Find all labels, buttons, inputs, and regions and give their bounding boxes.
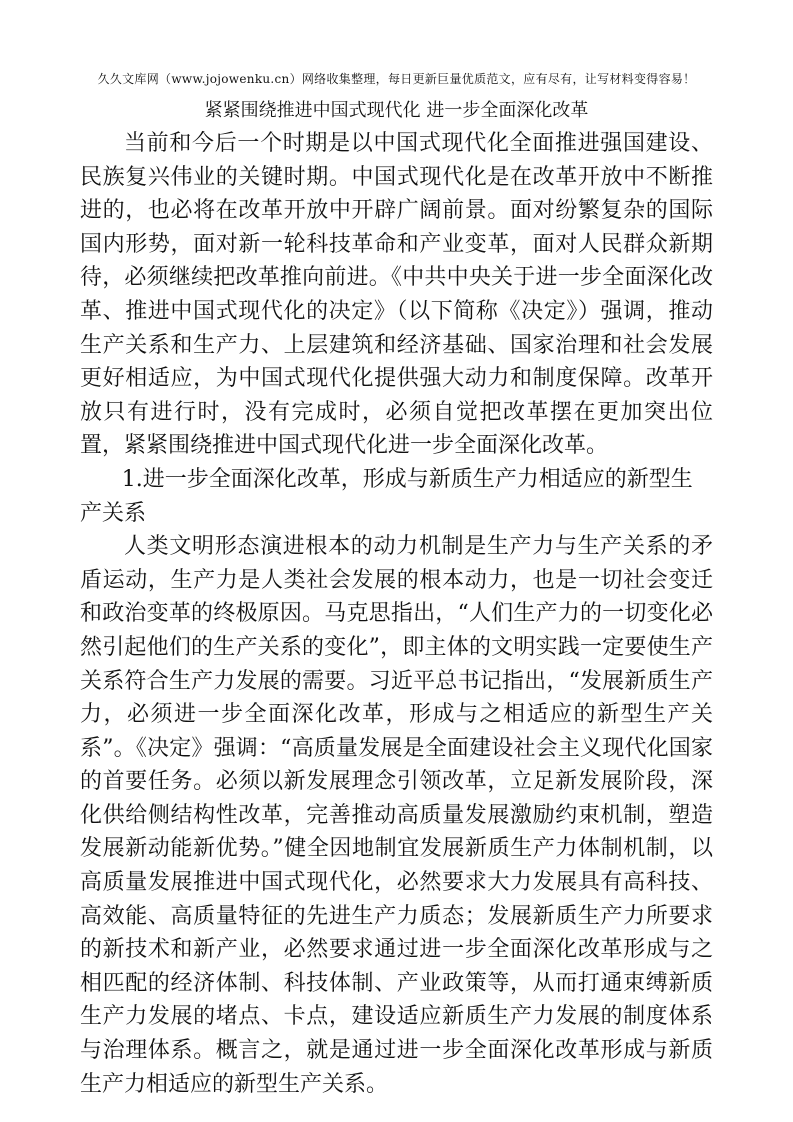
section-heading: 1.进一步全面深化改革，形成与新质生产力相适应的新型生产关系 bbox=[80, 466, 693, 526]
page-title: 紧紧围绕推进中国式现代化 进一步全面深化改革 bbox=[204, 100, 589, 121]
paragraph-section-1: 人类文明形态演进根本的动力机制是生产力与生产关系的矛盾运动，生产力是人类社会发展的根本动力，也是一切社会变迁和政治变革的终极原因。马克思指出，“人们生产力的一切变化必然引起他们的生产关系的变化”，即主体的文明实践一定要使生产关系符合生产力发展的需要。习近平总书记指出，“发展新质生产力，必须进一步全面深化改革，形成与之相适应的新型生产关系”。《决定》强调：“高质量发展是全面建设社会主义现代化国家的首要任务。必须以新发展理念引领改革，立足新发展阶段，深化供给侧结构性改革，完善推动高质量发展激励约束机制，塑造发展新动能新优势。”健全因地制宜发展新质生产力体制机制，以高质量发展推进中国式现代化，必然要求大力发展具有高科技、高效能、高质量特征的先进生产力质态；发展新质生产力所要求的新技术和新产业，必然要求通过进一步全面深化改革形成与之相匹配的经济体制、科技体制、产业政策等，从而打通束缚新质生产力发展的堵点、卡点，建设适应新质生产力发展的制度体系与治理体系。概言之，就是通过进一步全面深化改革形成与新质生产力相适应的新型生产关系。 bbox=[80, 534, 713, 1097]
document-body bbox=[80, 127, 713, 1101]
header-note: 久久文库网（www.jojowenku.cn）网络收集整理，每日更新巨量优质范文，应有尽有，让写材料变得容易！ bbox=[97, 72, 696, 86]
paragraph-intro: 当前和今后一个时期是以中国式现代化全面推进强国建设、民族复兴伟业的关键时期。中国式现代化是在改革开放中不断推进的，也必将在改革开放中开辟广阔前景。面对纷繁复杂的国际国内形势，面对新一轮科技革命和产业变革，面对人民群众新期待，必须继续把改革推向前进。《中共中央关于进一步全面深化改革、推进中国式现代化的决定》（以下简称《决定》）强调，推动生产关系和生产力、上层建筑和经济基础、国家治理和社会发展更好相适应，为中国式现代化提供强大动力和制度保障。改革开放只有进行时，没有完成时，必须自觉把改革摆在更加突出位置，紧紧围绕推进中国式现代化进一步全面深化改革。 bbox=[80, 131, 713, 459]
